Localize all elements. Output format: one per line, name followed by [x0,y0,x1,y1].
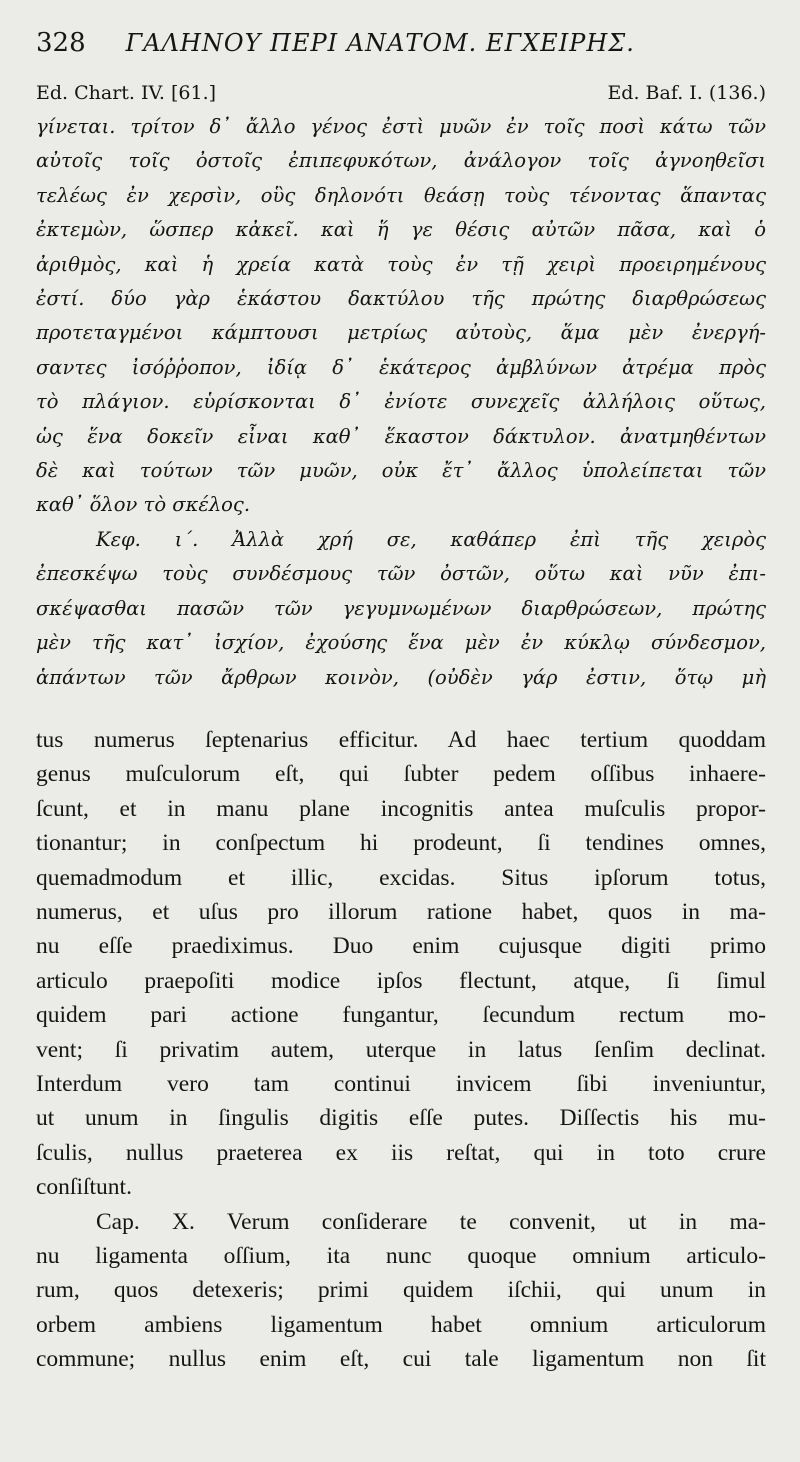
latin-line: conſiſtunt. [36,1174,132,1201]
latin-line: genus muſculorum eſt, qui ſubter pedem oſſibus inhaere- [36,761,766,788]
latin-line: Interdum vero tam continui invicem ſibi inveniuntur, [36,1070,766,1097]
latin-line: tus numerus ſeptenarius efficitur. Ad haec tertium quoddam [36,726,766,753]
latin-line: commune; nullus enim eſt, cui tale ligamentum non ſit [36,1346,766,1373]
latin-line: orbem ambiens ligamentum habet omnium articulorum [36,1311,766,1338]
latin-text [36,723,766,1377]
greek-line: προτεταγμένοι κάμπτουσι μετρίως αὐτοὺς, ἅμα μὲν ἐνεργή- [36,321,766,345]
greek-line: γίνεται. τρίτον δ᾽ ἄλλο γένος ἐστὶ μυῶν ἐν τοῖς ποσὶ κάτω τῶν [36,115,766,138]
latin-chapter-heading-line: Cap. X. Verum conſiderare te convenit, ut in ma- [96,1208,766,1235]
greek-line: σκέψασθαι πασῶν τῶν γεγυμνωμένων διαρθρώσεων, πρώτης [36,596,766,620]
greek-line: ἐκτεμὼν, ὥσπερ κἀκεῖ. καὶ ἥ γε θέσις αὐτῶν πᾶσα, καὶ ὁ [36,218,766,242]
greek-line: καθ᾽ ὅλον τὸ σκέλος. [36,493,251,517]
latin-line: quidem pari actione fungantur, ſecundum rectum mo- [36,1002,766,1029]
edition-line [36,76,766,110]
column-gap [36,695,766,723]
latin-line: ut unum in ſingulis digitis eſſe putes. Diſſectis his mu- [36,1105,766,1132]
greek-line: ἐστί. δύο γὰρ ἑκάστου δακτύλου τῆς πρώτης διαρθρώσεως [36,287,766,311]
running-title: ΓΑΛΗΝΟΥ ΠΕΡΙ ΑΝΑΤΟΜ. ΕΓΧΕΙΡΗΣ. [125,29,635,57]
page-number: 328 [36,28,86,58]
greek-line: τὸ πλάγιον. εὑρίσκονται δ᾽ ἐνίοτε συνεχεῖς ἀλλήλοις οὕτως, [36,390,766,414]
latin-line: tionantur; in conſpectum hi prodeunt, ſi tendines omnes, [36,830,766,857]
greek-line: δὲ καὶ τούτων τῶν μυῶν, οὐκ ἔτ᾽ ἄλλος ὑπολείπεται τῶν [36,459,766,483]
greek-chapter-heading-line: Κεφ. ι΄. Ἀλλὰ χρή σε, καθάπερ ἐπὶ τῆς χειρὸς [96,527,766,551]
latin-line: ſcunt, et in manu plane incognitis antea muſculis propor- [36,795,766,822]
greek-line: σαντες ἰσόῤῥοπον, ἰδίᾳ δ᾽ ἑκάτερος ἀμβλύνων ἀτρέμα πρὸς [36,355,766,379]
running-head [36,28,766,76]
greek-line: ὡς ἕνα δοκεῖν εἶναι καθ᾽ ἕκαστον δάκτυλον. ἀνατμηθέντων [36,424,766,448]
latin-line: nu eſſe praediximus. Duo enim cujusque digiti primo [36,933,766,960]
greek-line: ἀριθμὸς, καὶ ἡ χρεία κατὰ τοὺς ἐν τῇ χειρὶ προειρημένους [36,252,766,276]
latin-line: rum, quos detexeris; primi quidem iſchii, qui unum in [36,1277,766,1304]
latin-line: articulo praepoſiti modice ipſos flectunt, atque, ſi ſimul [36,967,766,994]
latin-line: ſculis, nullus praeterea ex iis reſtat, qui in toto crure [36,1139,766,1166]
latin-line: numerus, et uſus pro illorum ratione habet, quos in ma- [36,898,766,925]
edition-right: Ed. Baf. I. (136.) [607,82,766,104]
greek-line: ἁπάντων τῶν ἄρθρων κοινὸν, (οὐδὲν γάρ ἐστιν, ὅτῳ μὴ [36,665,766,689]
latin-line: quemadmodum et illic, excidas. Situs ipſorum totus, [36,864,766,891]
edition-left: Ed. Chart. IV. [61.] [36,82,217,104]
greek-line: μὲν τῆς κατ᾽ ἰσχίον, ἐχούσης ἕνα μὲν ἐν κύκλῳ σύνδεσμον, [36,631,766,655]
greek-line: αὐτοῖς τοῖς ὀστοῖς ἐπιπεφυκότων, ἀνάλογον τοῖς ἀγνοηθεῖσι [36,149,766,173]
latin-line: nu ligamenta oſſium, ita nunc quoque omnium articulo- [36,1243,766,1269]
greek-line: ἐπεσκέψω τοὺς συνδέσμους τῶν ὀστῶν, οὕτω καὶ νῦν ἐπι- [36,562,766,586]
greek-line: τελέως ἐν χερσὶν, οὓς δηλονότι θεάσῃ τοὺς τένοντας ἅπαντας [36,183,766,207]
latin-line: vent; ſi privatim autem, uterque in latus ſenſim declinat. [36,1036,766,1063]
greek-text [36,110,766,695]
